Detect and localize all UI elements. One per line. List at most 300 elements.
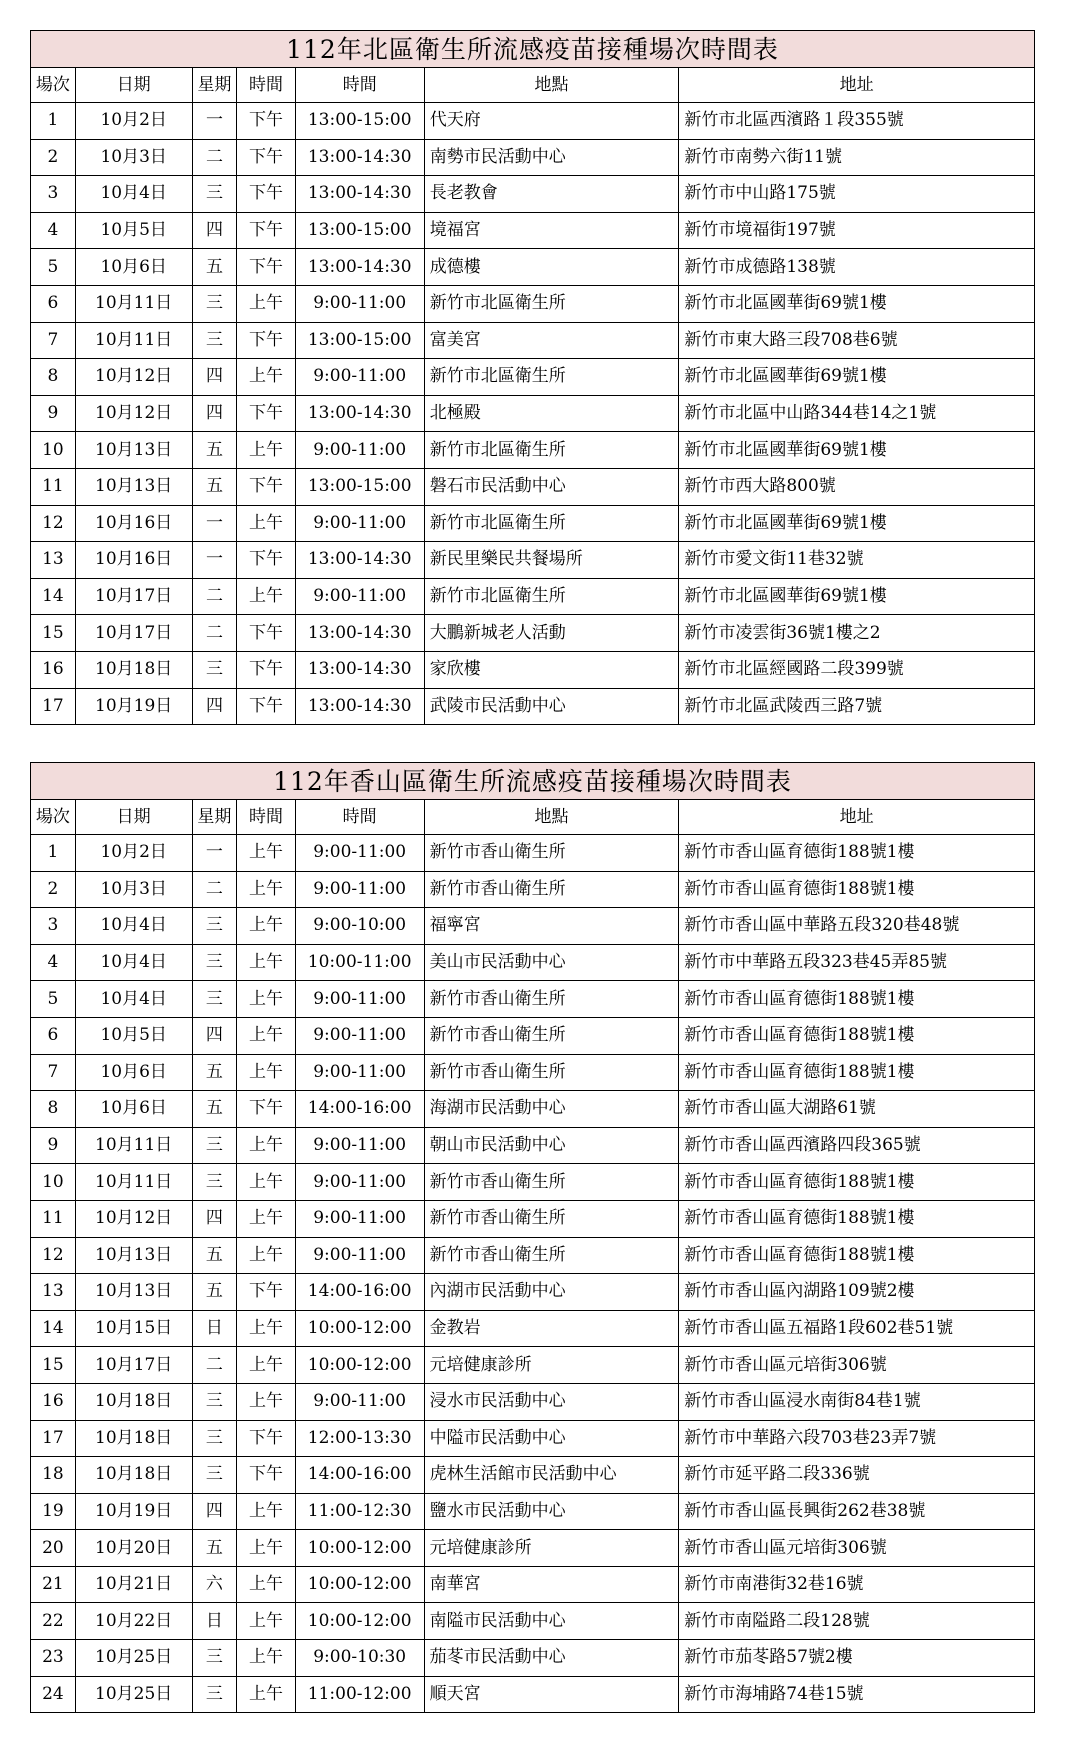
time-cell: 9:00-11:00 (295, 1054, 424, 1091)
date-cell: 10月22日 (75, 1603, 192, 1640)
date-cell: 10月20日 (75, 1530, 192, 1567)
session-cell: 24 (31, 1676, 76, 1713)
address-cell: 新竹市北區西濱路１段355號 (679, 103, 1035, 140)
period-cell: 上午 (237, 1493, 295, 1530)
location-cell: 新竹市香山衛生所 (424, 871, 679, 908)
time-cell: 13:00-15:00 (295, 212, 424, 249)
time-cell: 9:00-11:00 (295, 1127, 424, 1164)
location-cell: 新竹市北區衛生所 (424, 505, 679, 542)
date-cell: 10月18日 (75, 1420, 192, 1457)
period-cell: 上午 (237, 1164, 295, 1201)
weekday-cell: 四 (192, 1017, 237, 1054)
table-row (31, 1274, 1035, 1311)
address-cell: 新竹市愛文街11巷32號 (679, 542, 1035, 579)
date-cell: 10月6日 (75, 1091, 192, 1128)
weekday-cell: 五 (192, 468, 237, 505)
location-cell: 新竹市北區衛生所 (424, 578, 679, 615)
location-cell: 富美宮 (424, 322, 679, 359)
header-date: 日期 (75, 800, 192, 835)
table-row (31, 359, 1035, 396)
period-cell: 上午 (237, 1603, 295, 1640)
table-row (31, 505, 1035, 542)
session-cell: 14 (31, 578, 76, 615)
address-cell: 新竹市西大路800號 (679, 468, 1035, 505)
table-row (31, 176, 1035, 213)
weekday-cell: 四 (192, 212, 237, 249)
location-cell: 新竹市香山衛生所 (424, 1200, 679, 1237)
location-cell: 新竹市香山衛生所 (424, 835, 679, 872)
address-cell: 新竹市北區國華街69號1樓 (679, 359, 1035, 396)
date-cell: 10月5日 (75, 1017, 192, 1054)
time-cell: 9:00-10:30 (295, 1640, 424, 1677)
weekday-cell: 五 (192, 1054, 237, 1091)
date-cell: 10月6日 (75, 249, 192, 286)
address-cell: 新竹市北區經國路二段399號 (679, 651, 1035, 688)
date-cell: 10月11日 (75, 322, 192, 359)
table-row (31, 835, 1035, 872)
header-weekday: 星期 (192, 68, 237, 103)
date-cell: 10月15日 (75, 1310, 192, 1347)
table-row (31, 1493, 1035, 1530)
period-cell: 下午 (237, 1457, 295, 1494)
address-cell: 新竹市凌雲街36號1樓之2 (679, 615, 1035, 652)
period-cell: 下午 (237, 212, 295, 249)
address-cell: 新竹市茄苳路57號2樓 (679, 1640, 1035, 1677)
weekday-cell: 五 (192, 1530, 237, 1567)
date-cell: 10月17日 (75, 578, 192, 615)
header-period: 時間 (237, 800, 295, 835)
header-location: 地點 (424, 800, 679, 835)
time-cell: 9:00-11:00 (295, 1164, 424, 1201)
weekday-cell: 五 (192, 1274, 237, 1311)
weekday-cell: 二 (192, 871, 237, 908)
table-row (31, 1091, 1035, 1128)
table-title: 112年北區衛生所流感疫苗接種場次時間表 (31, 31, 1035, 68)
date-cell: 10月13日 (75, 1237, 192, 1274)
period-cell: 下午 (237, 542, 295, 579)
weekday-cell: 三 (192, 1383, 237, 1420)
table-row (31, 908, 1035, 945)
date-cell: 10月4日 (75, 908, 192, 945)
date-cell: 10月5日 (75, 212, 192, 249)
xiangshan-schedule-table (30, 762, 1035, 1713)
time-cell: 9:00-11:00 (295, 835, 424, 872)
session-cell: 20 (31, 1530, 76, 1567)
period-cell: 下午 (237, 1274, 295, 1311)
date-cell: 10月19日 (75, 1493, 192, 1530)
xiangshan-table-body (31, 835, 1035, 1713)
header-row (31, 68, 1035, 103)
location-cell: 境福宮 (424, 212, 679, 249)
time-cell: 9:00-10:00 (295, 908, 424, 945)
location-cell: 南隘市民活動中心 (424, 1603, 679, 1640)
weekday-cell: 二 (192, 1347, 237, 1384)
period-cell: 上午 (237, 1530, 295, 1567)
north-table-body (31, 103, 1035, 725)
weekday-cell: 三 (192, 651, 237, 688)
date-cell: 10月17日 (75, 1347, 192, 1384)
session-cell: 5 (31, 981, 76, 1018)
time-cell: 13:00-15:00 (295, 468, 424, 505)
address-cell: 新竹市香山區浸水南街84巷1號 (679, 1383, 1035, 1420)
location-cell: 南華宮 (424, 1566, 679, 1603)
period-cell: 上午 (237, 1566, 295, 1603)
location-cell: 元培健康診所 (424, 1347, 679, 1384)
header-location: 地點 (424, 68, 679, 103)
table-row (31, 651, 1035, 688)
session-cell: 16 (31, 1383, 76, 1420)
date-cell: 10月6日 (75, 1054, 192, 1091)
location-cell: 代天府 (424, 103, 679, 140)
period-cell: 下午 (237, 176, 295, 213)
weekday-cell: 四 (192, 395, 237, 432)
address-cell: 新竹市北區國華街69號1樓 (679, 285, 1035, 322)
session-cell: 8 (31, 359, 76, 396)
table-row (31, 1457, 1035, 1494)
session-cell: 18 (31, 1457, 76, 1494)
date-cell: 10月2日 (75, 103, 192, 140)
table-row (31, 542, 1035, 579)
weekday-cell: 三 (192, 1420, 237, 1457)
period-cell: 上午 (237, 1640, 295, 1677)
period-cell: 下午 (237, 322, 295, 359)
address-cell: 新竹市北區國華街69號1樓 (679, 505, 1035, 542)
date-cell: 10月12日 (75, 395, 192, 432)
location-cell: 海湖市民活動中心 (424, 1091, 679, 1128)
header-time: 時間 (295, 800, 424, 835)
header-row (31, 800, 1035, 835)
date-cell: 10月4日 (75, 981, 192, 1018)
time-cell: 9:00-11:00 (295, 285, 424, 322)
address-cell: 新竹市中華路五段323巷45弄85號 (679, 944, 1035, 981)
period-cell: 上午 (237, 1310, 295, 1347)
address-cell: 新竹市北區中山路344巷14之1號 (679, 395, 1035, 432)
table-row (31, 578, 1035, 615)
time-cell: 9:00-11:00 (295, 1017, 424, 1054)
weekday-cell: 日 (192, 1603, 237, 1640)
session-cell: 19 (31, 1493, 76, 1530)
location-cell: 元培健康診所 (424, 1530, 679, 1567)
period-cell: 下午 (237, 615, 295, 652)
session-cell: 5 (31, 249, 76, 286)
date-cell: 10月21日 (75, 1566, 192, 1603)
weekday-cell: 三 (192, 1127, 237, 1164)
time-cell: 9:00-11:00 (295, 1383, 424, 1420)
location-cell: 虎林生活館市民活動中心 (424, 1457, 679, 1494)
period-cell: 上午 (237, 981, 295, 1018)
session-cell: 14 (31, 1310, 76, 1347)
time-cell: 11:00-12:00 (295, 1676, 424, 1713)
address-cell: 新竹市南港街32巷16號 (679, 1566, 1035, 1603)
period-cell: 上午 (237, 908, 295, 945)
date-cell: 10月4日 (75, 944, 192, 981)
table-row (31, 1164, 1035, 1201)
weekday-cell: 二 (192, 615, 237, 652)
location-cell: 金教岩 (424, 1310, 679, 1347)
table-row (31, 1347, 1035, 1384)
location-cell: 新竹市香山衛生所 (424, 1017, 679, 1054)
session-cell: 10 (31, 1164, 76, 1201)
table-row (31, 468, 1035, 505)
address-cell: 新竹市香山區育德街188號1樓 (679, 1164, 1035, 1201)
session-cell: 17 (31, 688, 76, 725)
header-date: 日期 (75, 68, 192, 103)
address-cell: 新竹市香山區育德街188號1樓 (679, 871, 1035, 908)
date-cell: 10月25日 (75, 1676, 192, 1713)
weekday-cell: 一 (192, 542, 237, 579)
weekday-cell: 三 (192, 981, 237, 1018)
north-district-schedule (30, 30, 1035, 725)
table-row (31, 615, 1035, 652)
header-period: 時間 (237, 68, 295, 103)
table-row (31, 1054, 1035, 1091)
weekday-cell: 三 (192, 1164, 237, 1201)
date-cell: 10月2日 (75, 835, 192, 872)
location-cell: 內湖市民活動中心 (424, 1274, 679, 1311)
session-cell: 6 (31, 285, 76, 322)
session-cell: 1 (31, 103, 76, 140)
table-row (31, 1676, 1035, 1713)
location-cell: 新民里樂民共餐場所 (424, 542, 679, 579)
location-cell: 新竹市香山衛生所 (424, 1237, 679, 1274)
address-cell: 新竹市中山路175號 (679, 176, 1035, 213)
table-row (31, 688, 1035, 725)
period-cell: 上午 (237, 835, 295, 872)
location-cell: 新竹市北區衛生所 (424, 359, 679, 396)
date-cell: 10月16日 (75, 542, 192, 579)
time-cell: 10:00-12:00 (295, 1566, 424, 1603)
time-cell: 10:00-12:00 (295, 1347, 424, 1384)
date-cell: 10月12日 (75, 1200, 192, 1237)
period-cell: 上午 (237, 578, 295, 615)
weekday-cell: 五 (192, 432, 237, 469)
address-cell: 新竹市南勢六街11號 (679, 139, 1035, 176)
table-row (31, 1310, 1035, 1347)
date-cell: 10月3日 (75, 871, 192, 908)
address-cell: 新竹市中華路六段703巷23弄7號 (679, 1420, 1035, 1457)
weekday-cell: 三 (192, 1457, 237, 1494)
time-cell: 13:00-14:30 (295, 542, 424, 579)
session-cell: 7 (31, 1054, 76, 1091)
time-cell: 13:00-14:30 (295, 615, 424, 652)
address-cell: 新竹市北區國華街69號1樓 (679, 432, 1035, 469)
table-row (31, 1237, 1035, 1274)
time-cell: 10:00-11:00 (295, 944, 424, 981)
period-cell: 上午 (237, 505, 295, 542)
location-cell: 長老教會 (424, 176, 679, 213)
period-cell: 下午 (237, 468, 295, 505)
session-cell: 13 (31, 1274, 76, 1311)
address-cell: 新竹市香山區大湖路61號 (679, 1091, 1035, 1128)
address-cell: 新竹市香山區育德街188號1樓 (679, 1237, 1035, 1274)
location-cell: 美山市民活動中心 (424, 944, 679, 981)
weekday-cell: 三 (192, 908, 237, 945)
session-cell: 16 (31, 651, 76, 688)
address-cell: 新竹市香山區育德街188號1樓 (679, 835, 1035, 872)
period-cell: 下午 (237, 1420, 295, 1457)
location-cell: 新竹市香山衛生所 (424, 981, 679, 1018)
weekday-cell: 三 (192, 1640, 237, 1677)
session-cell: 11 (31, 1200, 76, 1237)
weekday-cell: 三 (192, 1676, 237, 1713)
location-cell: 福寧宮 (424, 908, 679, 945)
table-row (31, 1566, 1035, 1603)
weekday-cell: 二 (192, 139, 237, 176)
time-cell: 9:00-11:00 (295, 505, 424, 542)
weekday-cell: 三 (192, 322, 237, 359)
period-cell: 上午 (237, 1054, 295, 1091)
session-cell: 3 (31, 908, 76, 945)
table-row (31, 395, 1035, 432)
period-cell: 下午 (237, 103, 295, 140)
address-cell: 新竹市境福街197號 (679, 212, 1035, 249)
time-cell: 13:00-15:00 (295, 103, 424, 140)
time-cell: 9:00-11:00 (295, 578, 424, 615)
weekday-cell: 五 (192, 1091, 237, 1128)
address-cell: 新竹市香山區西濱路四段365號 (679, 1127, 1035, 1164)
table-row (31, 1640, 1035, 1677)
session-cell: 13 (31, 542, 76, 579)
header-session: 場次 (31, 68, 76, 103)
session-cell: 3 (31, 176, 76, 213)
session-cell: 8 (31, 1091, 76, 1128)
address-cell: 新竹市東大路三段708巷6號 (679, 322, 1035, 359)
weekday-cell: 三 (192, 944, 237, 981)
weekday-cell: 四 (192, 359, 237, 396)
north-schedule-table (30, 30, 1035, 725)
time-cell: 10:00-12:00 (295, 1603, 424, 1640)
session-cell: 9 (31, 395, 76, 432)
table-row (31, 1420, 1035, 1457)
xiangshan-district-schedule (30, 762, 1035, 1713)
weekday-cell: 三 (192, 285, 237, 322)
session-cell: 1 (31, 835, 76, 872)
period-cell: 上午 (237, 1676, 295, 1713)
session-cell: 9 (31, 1127, 76, 1164)
session-cell: 21 (31, 1566, 76, 1603)
table-title: 112年香山區衛生所流感疫苗接種場次時間表 (31, 763, 1035, 800)
session-cell: 4 (31, 944, 76, 981)
table-row (31, 249, 1035, 286)
date-cell: 10月3日 (75, 139, 192, 176)
table-row (31, 1383, 1035, 1420)
time-cell: 9:00-11:00 (295, 981, 424, 1018)
weekday-cell: 五 (192, 249, 237, 286)
address-cell: 新竹市北區武陵西三路7號 (679, 688, 1035, 725)
session-cell: 10 (31, 432, 76, 469)
time-cell: 14:00-16:00 (295, 1274, 424, 1311)
period-cell: 上午 (237, 944, 295, 981)
location-cell: 新竹市香山衛生所 (424, 1164, 679, 1201)
date-cell: 10月11日 (75, 1164, 192, 1201)
date-cell: 10月13日 (75, 468, 192, 505)
session-cell: 11 (31, 468, 76, 505)
location-cell: 磐石市民活動中心 (424, 468, 679, 505)
period-cell: 下午 (237, 395, 295, 432)
date-cell: 10月13日 (75, 432, 192, 469)
address-cell: 新竹市香山區五福路1段602巷51號 (679, 1310, 1035, 1347)
table-row (31, 1017, 1035, 1054)
location-cell: 家欣樓 (424, 651, 679, 688)
period-cell: 上午 (237, 432, 295, 469)
period-cell: 上午 (237, 1383, 295, 1420)
weekday-cell: 三 (192, 176, 237, 213)
period-cell: 上午 (237, 1200, 295, 1237)
period-cell: 上午 (237, 1127, 295, 1164)
time-cell: 13:00-14:30 (295, 176, 424, 213)
weekday-cell: 一 (192, 835, 237, 872)
table-row (31, 285, 1035, 322)
address-cell: 新竹市香山區內湖路109號2樓 (679, 1274, 1035, 1311)
table-row (31, 1200, 1035, 1237)
address-cell: 新竹市香山區育德街188號1樓 (679, 1017, 1035, 1054)
date-cell: 10月4日 (75, 176, 192, 213)
weekday-cell: 五 (192, 1237, 237, 1274)
location-cell: 中隘市民活動中心 (424, 1420, 679, 1457)
address-cell: 新竹市北區國華街69號1樓 (679, 578, 1035, 615)
time-cell: 13:00-14:30 (295, 651, 424, 688)
session-cell: 2 (31, 871, 76, 908)
location-cell: 新竹市北區衛生所 (424, 432, 679, 469)
date-cell: 10月11日 (75, 1127, 192, 1164)
time-cell: 14:00-16:00 (295, 1457, 424, 1494)
date-cell: 10月17日 (75, 615, 192, 652)
address-cell: 新竹市香山區育德街188號1樓 (679, 981, 1035, 1018)
table-row (31, 322, 1035, 359)
weekday-cell: 二 (192, 578, 237, 615)
address-cell: 新竹市香山區長興街262巷38號 (679, 1493, 1035, 1530)
table-row (31, 1127, 1035, 1164)
session-cell: 7 (31, 322, 76, 359)
header-time: 時間 (295, 68, 424, 103)
period-cell: 下午 (237, 249, 295, 286)
time-cell: 13:00-14:30 (295, 249, 424, 286)
period-cell: 下午 (237, 688, 295, 725)
date-cell: 10月16日 (75, 505, 192, 542)
location-cell: 茄苳市民活動中心 (424, 1640, 679, 1677)
time-cell: 9:00-11:00 (295, 359, 424, 396)
period-cell: 上午 (237, 359, 295, 396)
address-cell: 新竹市南隘路二段128號 (679, 1603, 1035, 1640)
weekday-cell: 一 (192, 103, 237, 140)
session-cell: 2 (31, 139, 76, 176)
period-cell: 下午 (237, 1091, 295, 1128)
time-cell: 10:00-12:00 (295, 1530, 424, 1567)
session-cell: 12 (31, 1237, 76, 1274)
table-row (31, 139, 1035, 176)
date-cell: 10月18日 (75, 1383, 192, 1420)
period-cell: 下午 (237, 651, 295, 688)
table-row (31, 871, 1035, 908)
period-cell: 上午 (237, 871, 295, 908)
address-cell: 新竹市香山區元培街306號 (679, 1530, 1035, 1567)
period-cell: 上午 (237, 1237, 295, 1274)
time-cell: 9:00-11:00 (295, 432, 424, 469)
location-cell: 浸水市民活動中心 (424, 1383, 679, 1420)
location-cell: 新竹市北區衛生所 (424, 285, 679, 322)
session-cell: 15 (31, 615, 76, 652)
table-row (31, 1530, 1035, 1567)
period-cell: 上午 (237, 1347, 295, 1384)
period-cell: 上午 (237, 285, 295, 322)
header-session: 場次 (31, 800, 76, 835)
time-cell: 12:00-13:30 (295, 1420, 424, 1457)
location-cell: 成德樓 (424, 249, 679, 286)
address-cell: 新竹市香山區育德街188號1樓 (679, 1200, 1035, 1237)
weekday-cell: 日 (192, 1310, 237, 1347)
date-cell: 10月12日 (75, 359, 192, 396)
date-cell: 10月18日 (75, 651, 192, 688)
